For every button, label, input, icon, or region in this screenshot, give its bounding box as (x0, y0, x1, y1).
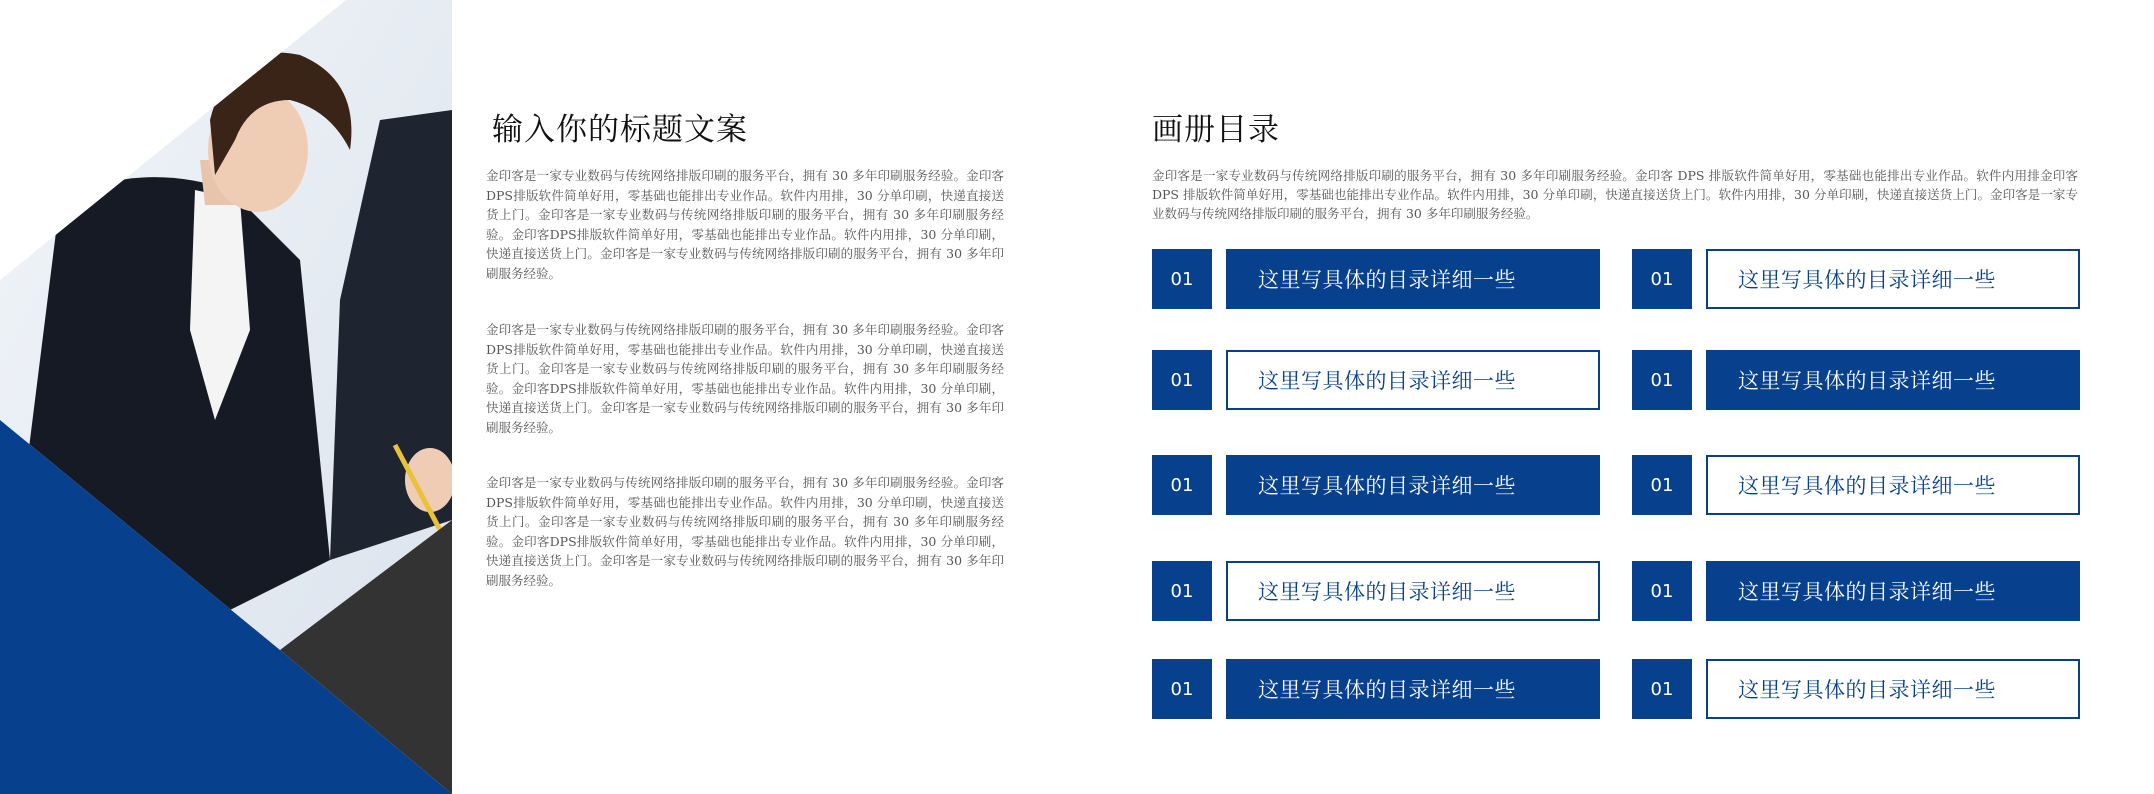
toc-item-number: 01 (1632, 350, 1692, 410)
toc-item-number: 01 (1152, 249, 1212, 309)
toc-item[interactable] (1152, 455, 1600, 515)
toc-item[interactable] (1152, 350, 1600, 410)
toc-item-label: 这里写具体的目录详细一些 (1706, 455, 2080, 515)
left-paragraph-1: 金印客是一家专业数码与传统网络排版印刷的服务平台，拥有 30 多年印刷服务经验。金印客DPS排版软件简单好用，零基础也能排出专业作品。软件内用排，30 分单印刷，快递直接送货上门。金印客是一家专业数码与传统网络排版印刷的服务平台，拥有 30 多年印刷服务经验。金印客DPS排版软件简单好用，零基础也能排出专业作品。软件内用排，30 分单印刷，快递直接送货上门。金印客是一家专业数码与传统网络排版印刷的服务平台，拥有 30 多年印刷服务经验。 (486, 168, 1004, 281)
toc-item-number: 01 (1152, 659, 1212, 719)
businesswoman-photo (0, 0, 452, 794)
toc-item-label: 这里写具体的目录详细一些 (1226, 350, 1600, 410)
toc-item[interactable] (1632, 455, 2080, 515)
toc-item-label: 这里写具体的目录详细一些 (1226, 455, 1600, 515)
toc-item[interactable] (1632, 659, 2080, 719)
toc-item-number: 01 (1632, 561, 1692, 621)
toc-heading: 画册目录 (1152, 112, 1280, 148)
toc-item-label: 这里写具体的目录详细一些 (1706, 350, 2080, 410)
toc-item-number: 01 (1632, 659, 1692, 719)
toc-item[interactable] (1632, 350, 2080, 410)
toc-item-number: 01 (1632, 455, 1692, 515)
left-paragraph-3: 金印客是一家专业数码与传统网络排版印刷的服务平台，拥有 30 多年印刷服务经验。金印客DPS排版软件简单好用，零基础也能排出专业作品。软件内用排，30 分单印刷，快递直接送货上门。金印客是一家专业数码与传统网络排版印刷的服务平台，拥有 30 多年印刷服务经验。金印客DPS排版软件简单好用，零基础也能排出专业作品。软件内用排，30 分单印刷，快递直接送货上门。金印客是一家专业数码与传统网络排版印刷的服务平台，拥有 30 多年印刷服务经验。 (486, 475, 1004, 588)
left-heading: 输入你的标题文案 (492, 112, 748, 148)
toc-item[interactable] (1632, 561, 2080, 621)
toc-item-label: 这里写具体的目录详细一些 (1226, 561, 1600, 621)
left-paragraph-2: 金印客是一家专业数码与传统网络排版印刷的服务平台，拥有 30 多年印刷服务经验。金印客DPS排版软件简单好用，零基础也能排出专业作品。软件内用排，30 分单印刷，快递直接送货上门。金印客是一家专业数码与传统网络排版印刷的服务平台，拥有 30 多年印刷服务经验。金印客DPS排版软件简单好用，零基础也能排出专业作品。软件内用排，30 分单印刷，快递直接送货上门。金印客是一家专业数码与传统网络排版印刷的服务平台，拥有 30 多年印刷服务经验。 (486, 322, 1004, 435)
toc-item-label: 这里写具体的目录详细一些 (1226, 249, 1600, 309)
toc-item-number: 01 (1152, 455, 1212, 515)
toc-description: 金印客是一家专业数码与传统网络排版印刷的服务平台，拥有 30 多年印刷服务经验。金印客 DPS 排版软件简单好用，零基础也能排出专业作品。软件内用排金印客 DPS 排版软件简单好用，零基础也能排出专业作品。软件内用排，30 分单印刷，快递直接送货上门。软件内用排，30 分单印刷，快递直接送货上门。金印客是一家专业数码与传统网络排版印刷的服务平台，拥有 30 多年印刷服务经验。 (1152, 168, 2078, 221)
toc-item-label: 这里写具体的目录详细一些 (1226, 659, 1600, 719)
photo-panel (0, 0, 452, 794)
toc-item[interactable] (1152, 561, 1600, 621)
toc-item[interactable] (1632, 249, 2080, 309)
toc-item[interactable] (1152, 249, 1600, 309)
toc-item-number: 01 (1152, 561, 1212, 621)
toc-item-label: 这里写具体的目录详细一些 (1706, 659, 2080, 719)
toc-item[interactable] (1152, 659, 1600, 719)
toc-item-label: 这里写具体的目录详细一些 (1706, 249, 2080, 309)
toc-item-label: 这里写具体的目录详细一些 (1706, 561, 2080, 621)
toc-item-number: 01 (1632, 249, 1692, 309)
toc-item-number: 01 (1152, 350, 1212, 410)
